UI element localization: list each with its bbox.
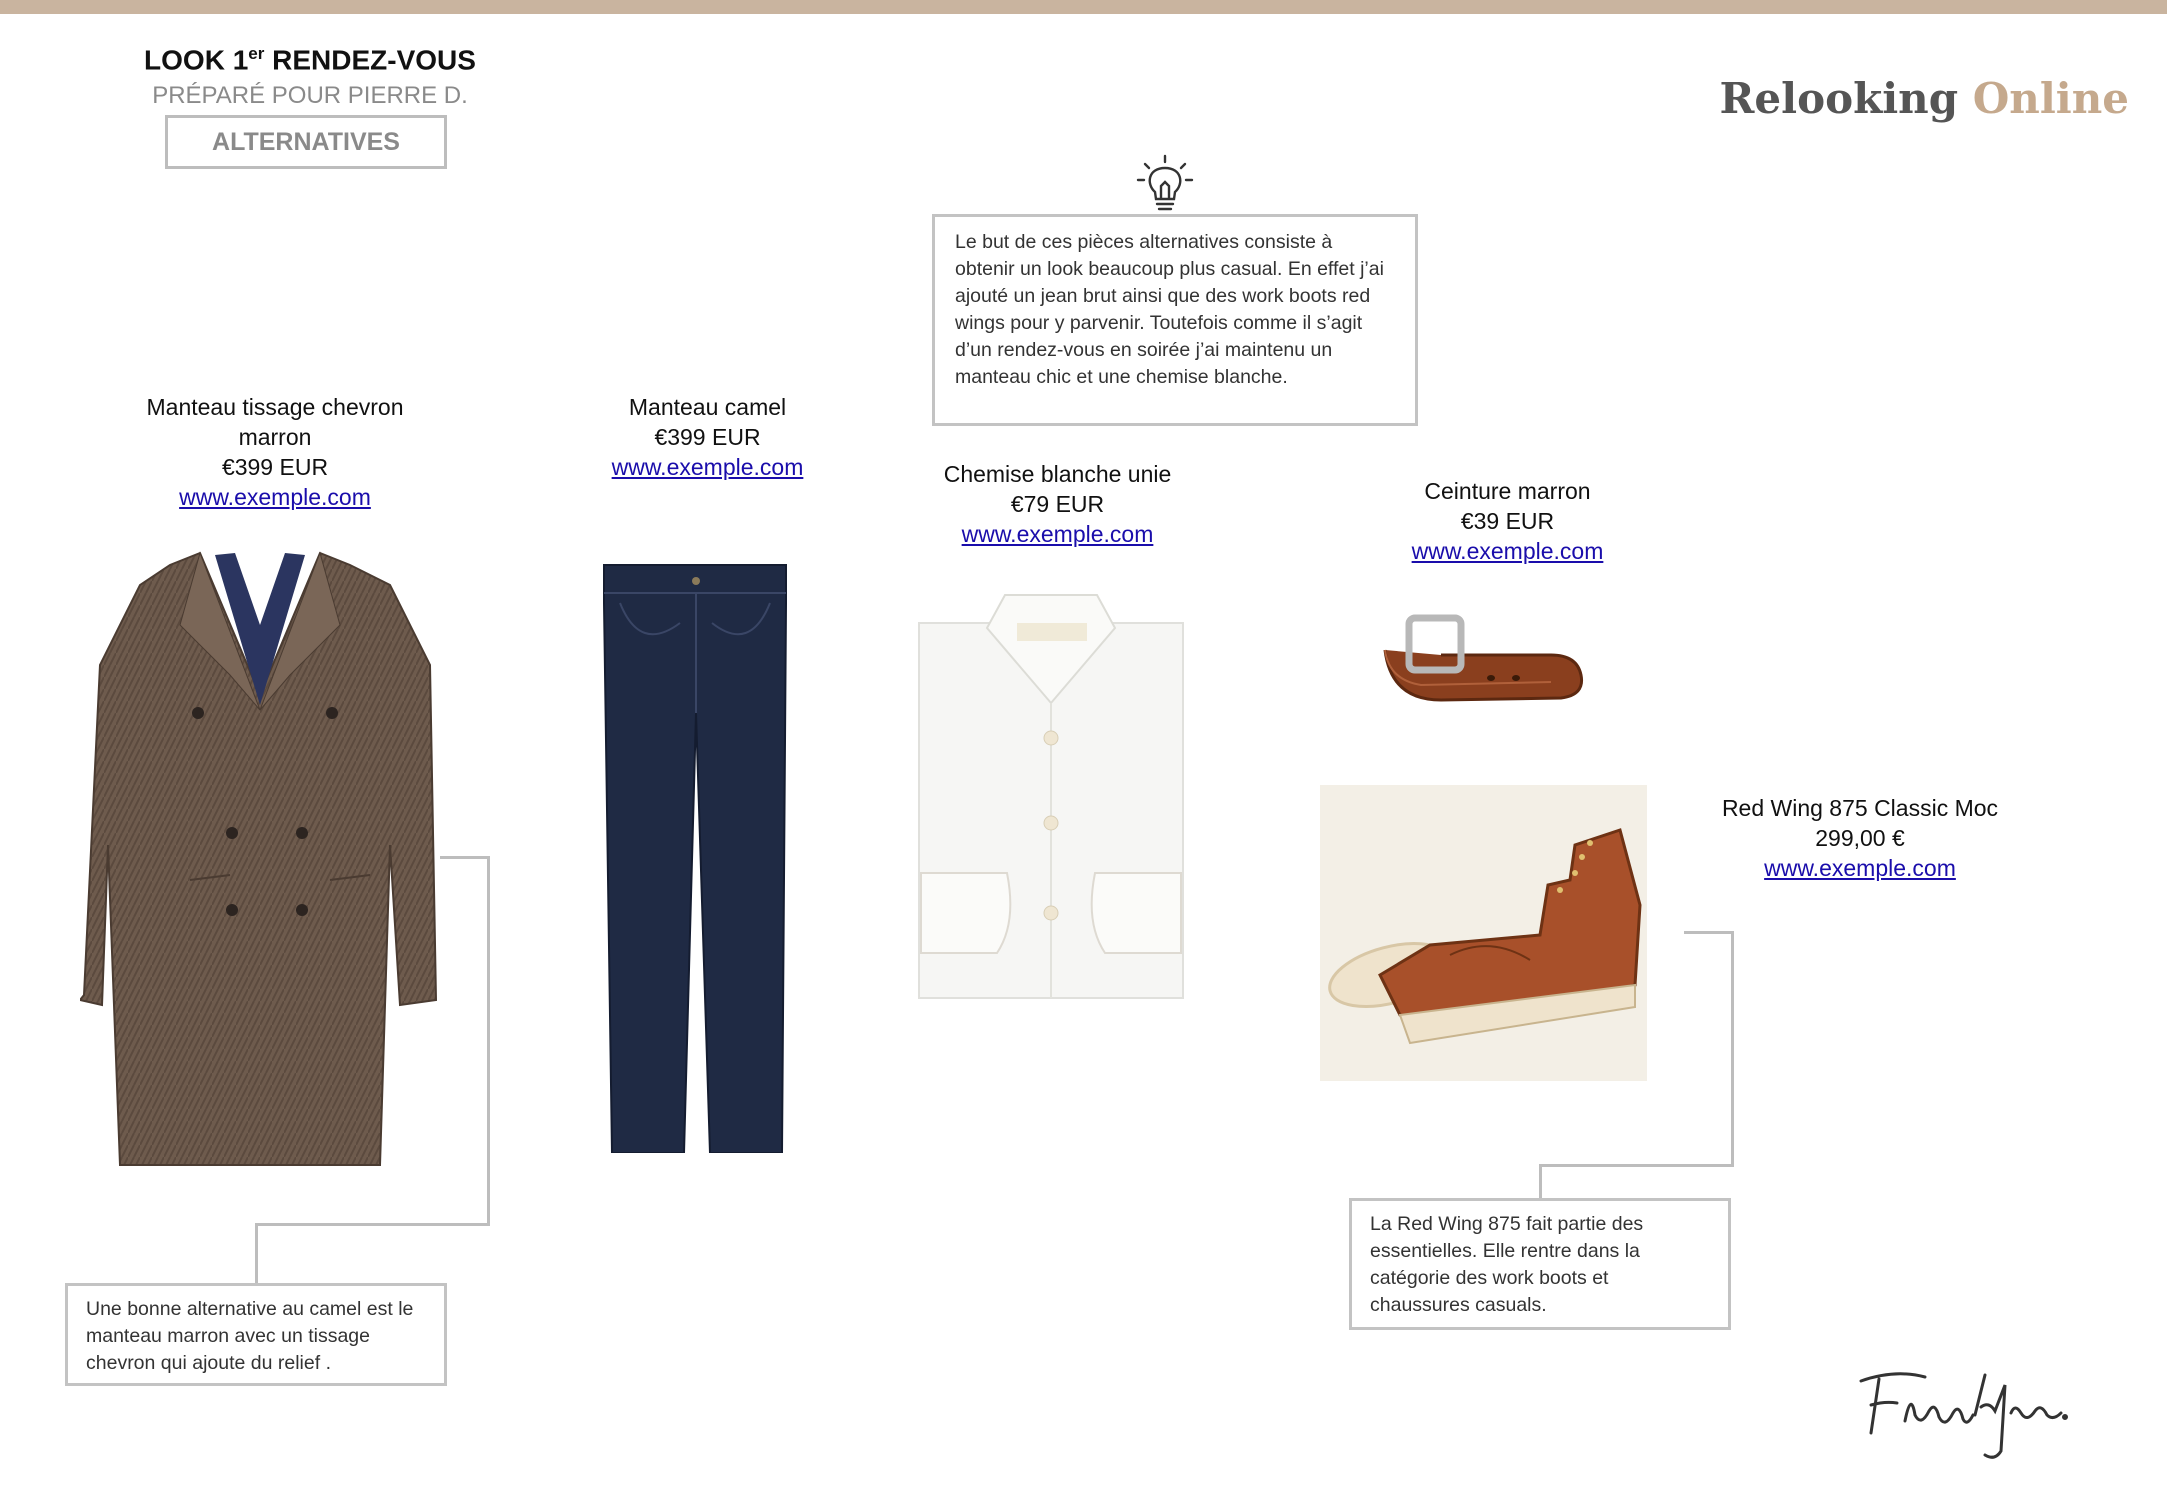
connector-line (440, 856, 490, 859)
boots-image (1320, 785, 1647, 1081)
lightbulb-icon (1136, 154, 1194, 216)
item-name: Chemise blanche unie (943, 461, 1172, 487)
connector-line (1539, 1164, 1734, 1167)
item-boots-info (1715, 793, 2005, 883)
item-jeans-info (580, 392, 835, 482)
coat-note: Une bonne alternative au camel est le manteau marron avec un tissage chevron qui ajoute du relief . (65, 1283, 447, 1386)
top-accent-bar (0, 0, 2167, 14)
item-link[interactable]: www.exemple.com (611, 454, 804, 480)
item-link[interactable]: www.exemple.com (179, 484, 371, 510)
item-coat-info (120, 392, 430, 512)
item-name: Manteau tissage chevron marron (146, 394, 404, 450)
page-subtitle: PRÉPARÉ POUR PIERRE D. (152, 82, 468, 109)
connector-line (1731, 931, 1734, 1167)
item-link[interactable]: www.exemple.com (1764, 855, 1956, 881)
item-link[interactable]: www.exemple.com (1411, 538, 1604, 564)
connector-line (1684, 931, 1734, 934)
item-price: €399 EUR (221, 454, 329, 480)
item-belt-info (1370, 476, 1645, 566)
brand-logo: Relooking Online (1719, 74, 2129, 123)
item-price: €79 EUR (1010, 491, 1105, 517)
signature-logo (1855, 1355, 2070, 1465)
page-title: LOOK 1er RENDEZ-VOUS (144, 44, 476, 76)
shirt-image (917, 593, 1185, 1003)
belt-image (1381, 610, 1586, 710)
coat-image (80, 545, 440, 1170)
item-shirt-info (920, 459, 1195, 549)
section-label: ALTERNATIVES (165, 115, 447, 169)
item-price: 299,00 € (1815, 825, 1905, 851)
boots-note: La Red Wing 875 fait partie des essentielles. Elle rentre dans la catégorie des work boots et chaussures casuals. (1349, 1198, 1731, 1330)
connector-line (255, 1223, 490, 1226)
jeans-image (600, 563, 790, 1153)
connector-line (255, 1223, 258, 1285)
item-price: €399 EUR (654, 424, 761, 450)
item-name: Ceinture marron (1424, 478, 1591, 504)
info-note: Le but de ces pièces alternatives consiste à obtenir un look beaucoup plus casual. En effet j’ai ajouté un jean brut ainsi que des work boots red wings pour y parvenir. Toutefois comme il s’agit d’un rendez-vous en soirée j’ai maintenu un manteau chic et une chemise blanche. (932, 214, 1418, 426)
connector-line (1539, 1164, 1542, 1200)
item-link[interactable]: www.exemple.com (961, 521, 1154, 547)
item-name: Red Wing 875 Classic Moc (1721, 795, 1999, 821)
item-name: Manteau camel (628, 394, 787, 420)
item-price: €39 EUR (1460, 508, 1555, 534)
connector-line (487, 856, 490, 1226)
